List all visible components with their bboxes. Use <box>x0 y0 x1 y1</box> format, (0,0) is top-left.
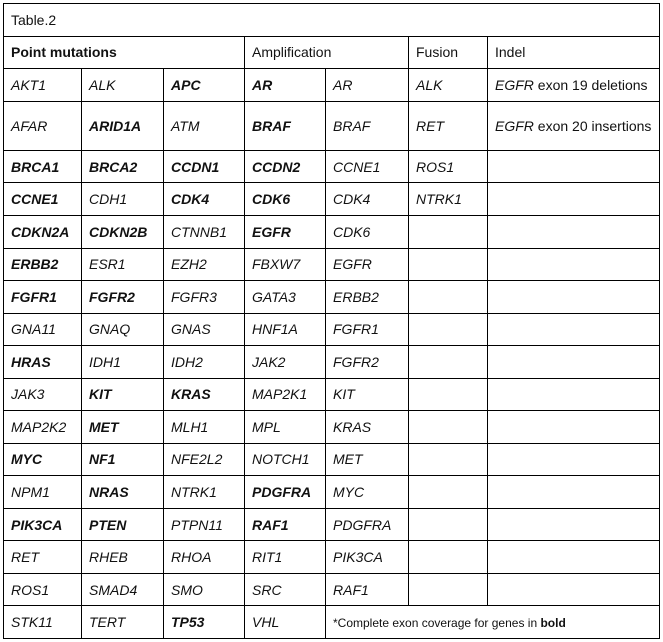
gene-cell: CTNNB1 <box>164 215 245 248</box>
gene-cell: GNAQ <box>82 313 164 346</box>
gene-cell: CDH1 <box>82 183 164 216</box>
table-row <box>4 248 660 281</box>
indel-text: exon 19 deletions <box>533 76 648 93</box>
table-row <box>4 313 660 346</box>
gene-cell: KIT <box>326 378 409 411</box>
gene-cell: KIT <box>82 378 164 411</box>
gene-cell: SMAD4 <box>82 573 164 606</box>
table-row <box>4 443 660 476</box>
header-point-mutations: Point mutations <box>4 36 245 69</box>
gene-cell: EGFR <box>326 248 409 281</box>
gene-cell: NFE2L2 <box>164 443 245 476</box>
gene-cell: CDKN2B <box>82 215 164 248</box>
gene-cell: NRAS <box>82 476 164 509</box>
header-amplification: Amplification <box>245 36 409 69</box>
gene-cell: FGFR2 <box>326 346 409 379</box>
gene-cell: NF1 <box>82 443 164 476</box>
gene-cell: ESR1 <box>82 248 164 281</box>
table-row <box>4 606 660 639</box>
gene-cell: VHL <box>245 606 326 639</box>
gene-table <box>3 3 660 639</box>
gene-cell: CDKN2A <box>4 215 82 248</box>
gene-cell: NPM1 <box>4 476 82 509</box>
gene-cell <box>409 573 488 606</box>
gene-cell: JAK2 <box>245 346 326 379</box>
gene-cell: HRAS <box>4 346 82 379</box>
indel-cell <box>488 573 660 606</box>
gene-cell: GATA3 <box>245 281 326 314</box>
gene-cell: PTEN <box>82 508 164 541</box>
table-row <box>4 281 660 314</box>
gene-cell: MAP2K1 <box>245 378 326 411</box>
gene-cell: AKT1 <box>4 69 82 102</box>
gene-cell: ERBB2 <box>4 248 82 281</box>
gene-cell <box>409 281 488 314</box>
gene-cell <box>409 313 488 346</box>
gene-cell: FBXW7 <box>245 248 326 281</box>
gene-cell: FGFR3 <box>164 281 245 314</box>
gene-cell: RET <box>4 541 82 574</box>
gene-cell: ARID1A <box>82 101 164 150</box>
gene-cell: ROS1 <box>4 573 82 606</box>
gene-cell: FGFR1 <box>4 281 82 314</box>
gene-cell: MET <box>326 443 409 476</box>
table-row <box>4 69 660 102</box>
gene-cell: JAK3 <box>4 378 82 411</box>
gene-cell: KRAS <box>164 378 245 411</box>
indel-cell <box>488 541 660 574</box>
gene-cell: RET <box>409 101 488 150</box>
indel-cell <box>488 411 660 444</box>
indel-cell <box>488 69 660 102</box>
indel-gene: EGFR <box>495 117 534 134</box>
indel-cell <box>488 215 660 248</box>
gene-cell: CCNE1 <box>326 150 409 183</box>
gene-cell: GNAS <box>164 313 245 346</box>
gene-cell <box>409 215 488 248</box>
gene-cell <box>409 248 488 281</box>
indel-cell <box>488 281 660 314</box>
gene-cell: NTRK1 <box>164 476 245 509</box>
indel-cell <box>488 378 660 411</box>
gene-cell: PDGFRA <box>245 476 326 509</box>
table-row <box>4 541 660 574</box>
gene-cell: SRC <box>245 573 326 606</box>
gene-cell: MET <box>82 411 164 444</box>
indel-cell <box>488 313 660 346</box>
gene-cell: AFAR <box>4 101 82 150</box>
gene-cell: STK11 <box>4 606 82 639</box>
indel-text: exon 20 insertions <box>533 117 652 134</box>
gene-cell: MYC <box>326 476 409 509</box>
gene-cell: PIK3CA <box>326 541 409 574</box>
gene-cell: KRAS <box>326 411 409 444</box>
indel-cell <box>488 183 660 216</box>
gene-cell: MAP2K2 <box>4 411 82 444</box>
indel-cell <box>488 476 660 509</box>
gene-cell: BRAF <box>326 101 409 150</box>
gene-cell: APC <box>164 69 245 102</box>
table-row <box>4 476 660 509</box>
gene-cell: RAF1 <box>245 508 326 541</box>
gene-cell: CDK4 <box>164 183 245 216</box>
gene-cell: RHEB <box>82 541 164 574</box>
table-row <box>4 573 660 606</box>
footnote-text: *Complete exon coverage for genes in <box>333 615 541 630</box>
gene-cell <box>409 476 488 509</box>
gene-cell: MYC <box>4 443 82 476</box>
table-row <box>4 101 660 150</box>
gene-cell: IDH2 <box>164 346 245 379</box>
table-row <box>4 508 660 541</box>
gene-cell: BRCA1 <box>4 150 82 183</box>
gene-cell <box>409 346 488 379</box>
gene-cell: CCDN2 <box>245 150 326 183</box>
gene-cell: ROS1 <box>409 150 488 183</box>
gene-cell <box>409 411 488 444</box>
gene-cell: CDK6 <box>245 183 326 216</box>
gene-cell: CCDN1 <box>164 150 245 183</box>
gene-cell: PTPN11 <box>164 508 245 541</box>
gene-cell: TP53 <box>164 606 245 639</box>
gene-cell: TERT <box>82 606 164 639</box>
table-row <box>4 346 660 379</box>
gene-cell: FGFR1 <box>326 313 409 346</box>
header-fusion: Fusion <box>409 36 488 69</box>
gene-cell: HNF1A <box>245 313 326 346</box>
gene-cell: CDK4 <box>326 183 409 216</box>
gene-cell: GNA11 <box>4 313 82 346</box>
table-row <box>4 183 660 216</box>
indel-cell <box>488 346 660 379</box>
indel-gene: EGFR <box>495 76 534 93</box>
gene-cell: AR <box>245 69 326 102</box>
gene-cell: RIT1 <box>245 541 326 574</box>
indel-cell <box>488 508 660 541</box>
gene-cell: PDGFRA <box>326 508 409 541</box>
gene-cell: SMO <box>164 573 245 606</box>
gene-cell <box>409 508 488 541</box>
indel-cell <box>488 443 660 476</box>
gene-cell: MPL <box>245 411 326 444</box>
gene-cell: EGFR <box>245 215 326 248</box>
table-row <box>4 150 660 183</box>
gene-cell <box>409 443 488 476</box>
gene-cell: CCNE1 <box>4 183 82 216</box>
footnote <box>326 606 660 639</box>
gene-cell <box>409 541 488 574</box>
gene-cell: ALK <box>82 69 164 102</box>
gene-cell: IDH1 <box>82 346 164 379</box>
gene-cell: BRAF <box>245 101 326 150</box>
table-row <box>4 411 660 444</box>
gene-cell <box>409 378 488 411</box>
gene-cell: MLH1 <box>164 411 245 444</box>
gene-cell: EZH2 <box>164 248 245 281</box>
gene-cell: ALK <box>409 69 488 102</box>
gene-cell: RHOA <box>164 541 245 574</box>
table-row <box>4 378 660 411</box>
gene-cell: PIK3CA <box>4 508 82 541</box>
gene-cell: NOTCH1 <box>245 443 326 476</box>
gene-cell: ERBB2 <box>326 281 409 314</box>
indel-cell <box>488 248 660 281</box>
gene-cell: AR <box>326 69 409 102</box>
gene-cell: RAF1 <box>326 573 409 606</box>
footnote-bold-word: bold <box>540 615 566 630</box>
table-caption: Table.2 <box>4 4 660 37</box>
gene-cell: ATM <box>164 101 245 150</box>
gene-cell: FGFR2 <box>82 281 164 314</box>
gene-cell: NTRK1 <box>409 183 488 216</box>
indel-cell <box>488 150 660 183</box>
indel-cell <box>488 101 660 150</box>
gene-cell: CDK6 <box>326 215 409 248</box>
header-indel: Indel <box>488 36 660 69</box>
gene-cell: BRCA2 <box>82 150 164 183</box>
table-row <box>4 215 660 248</box>
